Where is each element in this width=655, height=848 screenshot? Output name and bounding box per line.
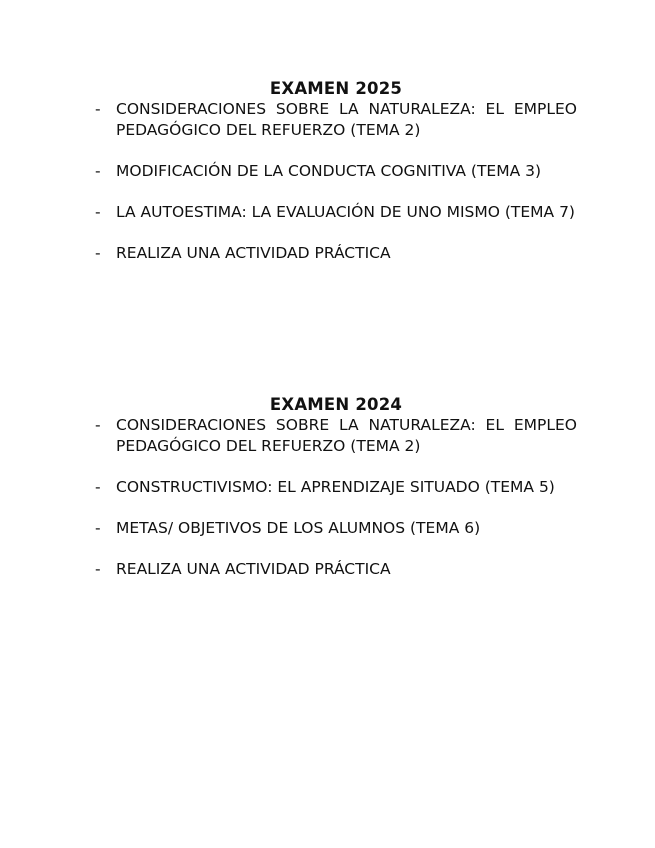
list-item <box>95 518 577 539</box>
list-item-text: METAS/ OBJETIVOS DE LOS ALUMNOS (TEMA 6) <box>116 518 481 537</box>
list-item <box>95 415 577 456</box>
bullet-dash: - <box>95 161 101 180</box>
topic-list <box>95 99 577 263</box>
list-item-text: REALIZA UNA ACTIVIDAD PRÁCTICA <box>116 243 391 262</box>
list-item <box>95 202 577 223</box>
bullet-dash: - <box>95 559 101 578</box>
list-item-text: REALIZA UNA ACTIVIDAD PRÁCTICA <box>116 559 391 578</box>
bullet-dash: - <box>95 518 101 537</box>
list-item-text: LA AUTOESTIMA: LA EVALUACIÓN DE UNO MISMO (TEMA 7) <box>116 202 575 221</box>
list-item <box>95 559 577 580</box>
list-item-text: CONSTRUCTIVISMO: EL APRENDIZAJE SITUADO (TEMA 5) <box>116 477 555 496</box>
bullet-dash: - <box>95 243 101 262</box>
exam-section-2024 <box>95 395 577 600</box>
list-item-text: MODIFICACIÓN DE LA CONDUCTA COGNITIVA (TEMA 3) <box>116 161 542 180</box>
bullet-dash: - <box>95 100 101 118</box>
exam-section-2025 <box>95 79 577 284</box>
list-item <box>95 243 577 264</box>
bullet-dash: - <box>95 202 101 221</box>
section-title: EXAMEN 2025 <box>269 79 403 98</box>
list-item <box>95 477 577 498</box>
section-title: EXAMEN 2024 <box>269 395 403 414</box>
list-item <box>95 99 577 140</box>
bullet-dash: - <box>95 477 101 496</box>
list-item-text: CONSIDERACIONES SOBRE LA NATURALEZA: EL EMPLEO PEDAGÓGICO DEL REFUERZO (TEMA 2) <box>116 416 577 455</box>
list-item-text: CONSIDERACIONES SOBRE LA NATURALEZA: EL EMPLEO PEDAGÓGICO DEL REFUERZO (TEMA 2) <box>116 100 577 139</box>
topic-list <box>95 415 577 579</box>
list-item <box>95 161 577 182</box>
bullet-dash: - <box>95 416 101 434</box>
